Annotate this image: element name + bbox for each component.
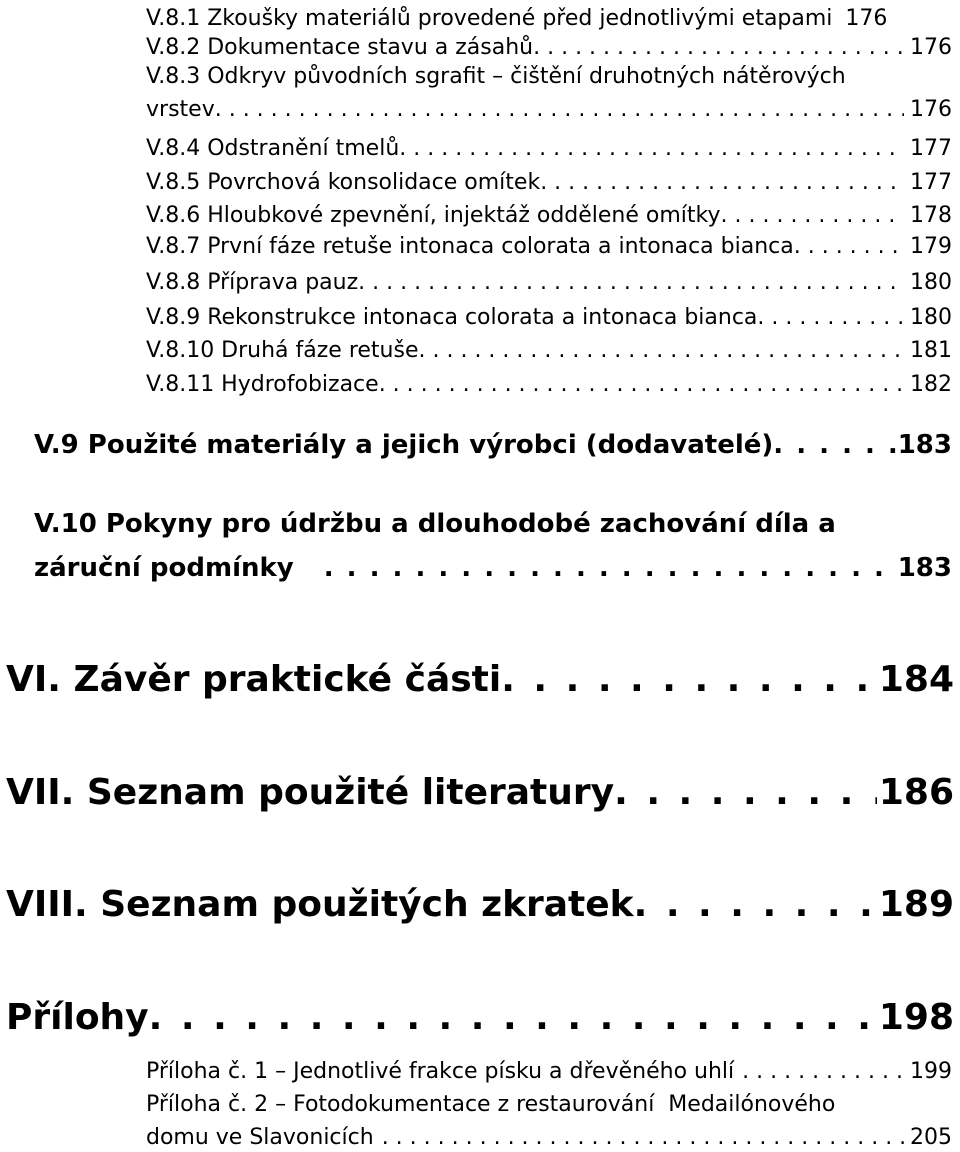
toc-entry-v84[interactable] (146, 134, 952, 163)
leader-dots (773, 430, 895, 460)
toc-title: V.8.11 Hydrofobizace (146, 372, 379, 397)
toc-entry-v87[interactable] (146, 232, 952, 261)
toc-entry-vii[interactable] (6, 772, 954, 813)
toc-title: VIII. Seznam použitých zkratek (6, 884, 634, 925)
toc-title: V.8.4 Odstranění tmelů (146, 136, 400, 161)
leader-dots (358, 268, 904, 297)
toc-entry-v83[interactable] (146, 95, 952, 124)
toc-page: 199 (910, 1059, 952, 1084)
toc-page: 186 (878, 772, 954, 813)
toc-title: Příloha č. 2 – Fotodokumentace z restaurování Medailónového (146, 1092, 836, 1117)
toc-title: VI. Závěr praktické části (6, 659, 502, 700)
toc-title: V.8.1 Zkoušky materiálů provedené před jednotlivými etapami (146, 6, 833, 31)
toc-entry-v85[interactable] (146, 168, 952, 197)
toc-title: V.8.6 Hloubkové zpevnění, injektáž oddělené omítky (146, 203, 721, 228)
toc-page: 178 (910, 203, 952, 228)
toc-page: 176 (910, 35, 952, 60)
toc-title: V.10 Pokyny pro údržbu a dlouhodobé zachování díla a (34, 509, 836, 539)
toc-entry-v811[interactable] (146, 370, 952, 399)
toc-entry-v86[interactable] (146, 201, 952, 230)
leader-dots (721, 201, 904, 230)
toc-page: 189 (878, 884, 954, 925)
toc-title: V.8.3 Odkryv původních sgrafit – čištění druhotných nátěrových (146, 64, 846, 89)
leader-dots (374, 1123, 904, 1152)
toc-entry-viii[interactable] (6, 884, 954, 925)
toc-title: V.8.10 Druhá fáze retuše (146, 338, 419, 363)
toc-page: 181 (910, 338, 952, 363)
toc-title: vrstev (146, 97, 215, 122)
toc-entry-v10-line1[interactable] (34, 509, 952, 539)
toc-entry-v81[interactable] (146, 4, 952, 33)
toc-page: 177 (910, 170, 952, 195)
leader-dots (757, 303, 904, 332)
toc-page: 179 (910, 234, 952, 259)
toc-entry-v83-line1[interactable] (146, 62, 952, 91)
leader-dots (734, 1057, 904, 1086)
leader-dots (419, 336, 905, 365)
leader-dots (215, 95, 904, 124)
toc-entry-p1[interactable] (146, 1057, 952, 1086)
leader-dots (294, 553, 896, 583)
toc-page: 182 (910, 372, 952, 397)
leader-dots (501, 659, 877, 700)
toc-page: 183 (897, 430, 952, 460)
toc-title: Přílohy (6, 997, 149, 1038)
toc-entry-v82[interactable] (146, 33, 952, 62)
toc-title: Příloha č. 1 – Jednotlivé frakce písku a dřevěného uhlí (146, 1059, 735, 1084)
toc-entry-v9[interactable] (34, 430, 952, 460)
leader-dots (634, 884, 877, 925)
toc-title: V.8.9 Rekonstrukce intonaca colorata a intonaca bianca (146, 305, 758, 330)
toc-page: 180 (910, 305, 952, 330)
toc-title: V.8.8 Příprava pauz (146, 270, 359, 295)
toc-title: V.8.5 Povrchová konsolidace omítek (146, 170, 541, 195)
toc-entry-prilohy[interactable] (6, 997, 954, 1038)
leader-dots (614, 772, 877, 813)
toc-entry-v88[interactable] (146, 268, 952, 297)
leader-dots (540, 168, 904, 197)
toc-entry-vi[interactable] (6, 659, 954, 700)
toc-page: 176 (845, 6, 888, 31)
toc-title: záruční podmínky (34, 553, 294, 583)
leader-dots (149, 997, 877, 1038)
toc-title: V.8.2 Dokumentace stavu a zásahů (146, 35, 534, 60)
leader-dots (379, 370, 904, 399)
toc-title: VII. Seznam použité literatury (6, 772, 615, 813)
leader-dots (794, 232, 904, 261)
toc-page: 177 (910, 136, 952, 161)
toc-page: 180 (910, 270, 952, 295)
toc-entry-v10[interactable] (34, 553, 952, 583)
toc-page: 183 (897, 553, 952, 583)
toc-title: domu ve Slavonicích (146, 1125, 374, 1150)
toc-page: 205 (910, 1125, 952, 1150)
toc-page: 184 (878, 659, 954, 700)
toc-entry-v89[interactable] (146, 303, 952, 332)
toc-title: V.9 Použité materiály a jejich výrobci (dodavatelé) (34, 430, 774, 460)
leader-dots (399, 134, 904, 163)
toc-entry-v810[interactable] (146, 336, 952, 365)
toc-entry-p2[interactable] (146, 1123, 952, 1152)
toc-title: V.8.7 První fáze retuše intonaca colorata a intonaca bianca (146, 234, 794, 259)
toc-page: 176 (910, 97, 952, 122)
toc-page: 198 (878, 997, 954, 1038)
leader-dots (533, 33, 904, 62)
toc-entry-p2-line1[interactable] (146, 1090, 952, 1119)
